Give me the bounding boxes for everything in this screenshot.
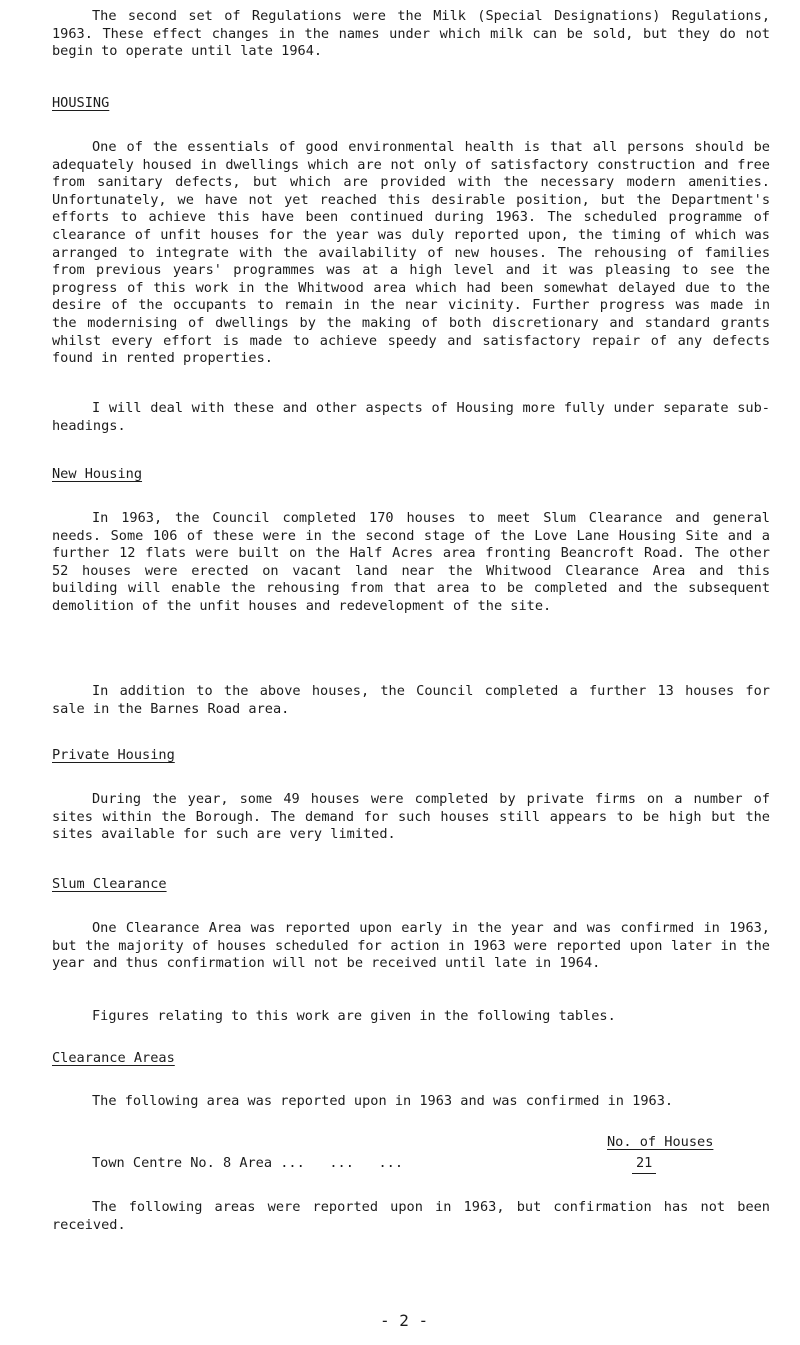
- slum-clearance-paragraph-1: One Clearance Area was reported upon early in the year and was confirmed in 1963, but the majority of houses scheduled for action in 1963 were reported upon later in the year and thus confirmation will not be received until late in 1964.: [52, 920, 770, 972]
- housing-heading: HOUSING: [52, 95, 110, 111]
- housing-paragraph-2: I will deal with these and other aspects of Housing more fully under separate sub-headings.: [52, 400, 770, 434]
- private-housing-heading: Private Housing: [52, 747, 175, 763]
- new-housing-paragraph-2: In addition to the above houses, the Council completed a further 13 houses for sale in the Barnes Road area.: [52, 683, 770, 717]
- housing-paragraph-1: One of the essentials of good environmental health is that all persons should be adequately housed in dwellings which are not only of satisfactory construction and free from sanitary defects, but which are provided with the necessary modern amenities. Unfortunately, we have not yet reached this desirable position, but the Department's efforts to achieve this have been continued during 1963. The scheduled programme of clearance of unfit houses for the year was duly reported upon, the timing of which was arranged to integrate with the availability of new houses. The rehousing of families from previous years' programmes was at a high level and it was pleasing to see the progress of this work in the Whitwood area which had been somewhat delayed due to the desire of the occupants to remain in the near vicinity. Further progress was made in the modernising of dwellings by the making of both discretionary and standard grants whilst every effort is made to achieve speedy and satisfactory repair of any defects found in rented properties.: [52, 139, 770, 367]
- clearance-area-houses-value: 21: [632, 1155, 656, 1174]
- private-housing-paragraph: During the year, some 49 houses were completed by private firms on a number of sites within the Borough. The demand for such houses still appears to be high but the sites available for such are very limited.: [52, 791, 770, 843]
- slum-clearance-heading: Slum Clearance: [52, 876, 167, 892]
- intro-paragraph: The second set of Regulations were the Milk (Special Designations) Regulations, 1963. These effect changes in the names under which milk can be sold, but they do not begin to operate until late 1964.: [52, 8, 770, 60]
- clearance-areas-heading: Clearance Areas: [52, 1050, 175, 1066]
- page-number: - 2 -: [380, 1311, 429, 1330]
- new-housing-paragraph-1: In 1963, the Council completed 170 houses to meet Slum Clearance and general needs. Some 106 of these were in the second stage of the Love Lane Housing Site and a further 12 flats were built on the Half Acres area fronting Beancroft Road. The other 52 houses were erected on vacant land near the Whitwood Clearance Area and this building will enable the rehousing from that area to be completed and the subsequent demolition of the unfit houses and redevelopment of the site.: [52, 510, 770, 614]
- houses-column-header: No. of Houses: [607, 1134, 714, 1150]
- new-housing-heading: New Housing: [52, 466, 143, 482]
- clearance-areas-intro: The following area was reported upon in 1963 and was confirmed in 1963.: [92, 1093, 674, 1109]
- clearance-area-label: Town Centre No. 8 Area ... ... ...: [92, 1155, 403, 1171]
- clearance-areas-closing: The following areas were reported upon in 1963, but confirmation has not been received.: [52, 1199, 770, 1233]
- slum-clearance-paragraph-2: Figures relating to this work are given in the following tables.: [92, 1008, 616, 1024]
